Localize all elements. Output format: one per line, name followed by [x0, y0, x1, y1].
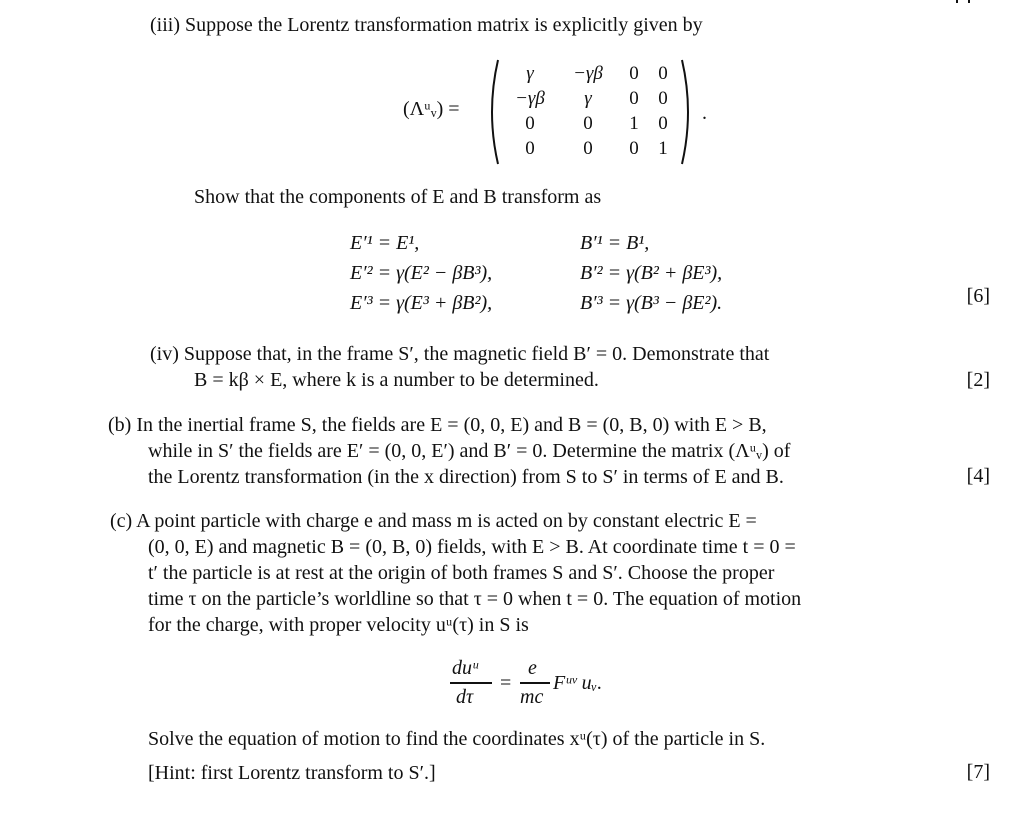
eom-equals: =: [500, 672, 512, 694]
eom-numerator: duᵘ: [452, 657, 478, 679]
matrix-cell: 0: [525, 113, 535, 134]
part-c-hint: [Hint: first Lorentz transform to S′.]: [148, 762, 436, 784]
matrix-cell: 0: [658, 88, 668, 109]
part-b-line3: the Lorentz transformation (in the x direction) from S to S′ in terms of E and B.: [148, 466, 784, 488]
matrix-cell: 0: [658, 113, 668, 134]
eom-const-den: mc: [520, 686, 544, 708]
part-b-line1: (b) In the inertial frame S, the fields are E = (0, 0, E) and B = (0, B, 0) with E > B,: [108, 414, 767, 436]
matrix-cell: −γβ: [515, 88, 545, 109]
matrix-cell: 0: [525, 138, 535, 159]
eom-rhs: Fᵘᵛ uᵥ.: [553, 672, 603, 694]
matrix-period: .: [702, 102, 707, 124]
part-iv-line1: (iv) Suppose that, in the frame S′, the magnetic field B′ = 0. Demonstrate that: [150, 343, 770, 365]
matrix-cell: 1: [658, 138, 668, 159]
matrix-cell: 1: [629, 113, 639, 134]
matrix-cell: 0: [658, 63, 668, 84]
matrix-cell: γ: [584, 88, 592, 109]
matrix-cell: 0: [583, 113, 593, 134]
eq-e1: E′¹ = E¹,: [350, 232, 420, 254]
matrix-cell: γ: [526, 63, 534, 84]
part-c-line1: (c) A point particle with charge e and mass m is acted on by constant electric E =: [110, 510, 757, 532]
part-b-line2: while in S′ the fields are E′ = (0, 0, E′) and B′ = 0. Determine the matrix (Λᵘᵥ) of: [148, 440, 791, 462]
part-iv-line2: B = kβ × E, where k is a number to be determined.: [194, 369, 599, 391]
part-c-line5: for the charge, with proper velocity uᵘ(τ) in S is: [148, 614, 529, 636]
eom-denominator: dτ: [456, 686, 474, 708]
marks-iii: [6]: [966, 285, 990, 307]
matrix-cell: 0: [629, 63, 639, 84]
part-c-line3: t′ the particle is at rest at the origin of both frames S and S′. Choose the proper: [148, 562, 775, 584]
eq-e3: E′³ = γ(E³ + βB²),: [350, 292, 493, 314]
eq-b3: B′³ = γ(B³ − βE²).: [580, 292, 723, 314]
marks-iv: [2]: [966, 369, 990, 391]
matrix-cell: 0: [583, 138, 593, 159]
matrix-lhs: (Λᵘᵥ) =: [403, 98, 460, 120]
cropped-marks-fragment: [946, 0, 986, 2]
eq-b2: B′² = γ(B² + βE³),: [580, 262, 723, 284]
eq-e2: E′² = γ(E² − βB³),: [350, 262, 493, 284]
part-iii-intro: (iii) Suppose the Lorentz transformation matrix is explicitly given by: [150, 14, 703, 36]
matrix-cell: 0: [629, 138, 639, 159]
matrix-cell: −γβ: [573, 63, 603, 84]
eq-b1: B′¹ = B¹,: [580, 232, 650, 254]
marks-b: [4]: [966, 465, 990, 487]
part-c-line2: (0, 0, E) and magnetic B = (0, B, 0) fields, with E > B. At coordinate time t = 0 =: [148, 536, 796, 558]
marks-c: [7]: [966, 761, 990, 783]
show-text: Show that the components of E and B transform as: [194, 186, 602, 208]
matrix-cell: 0: [629, 88, 639, 109]
eom-const-num: e: [528, 657, 537, 679]
part-c-solve: Solve the equation of motion to find the coordinates xᵘ(τ) of the particle in S.: [148, 728, 766, 750]
part-c-line4: time τ on the particle’s worldline so that τ = 0 when t = 0. The equation of motion: [148, 588, 802, 610]
